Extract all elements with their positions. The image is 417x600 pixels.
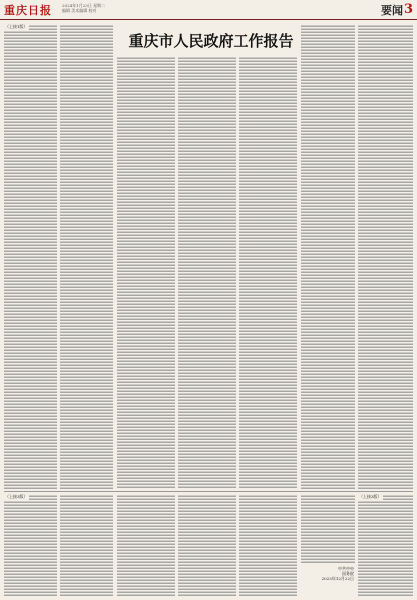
bottom-column-2: [60, 494, 113, 596]
bottom-column-6: [301, 494, 355, 564]
bottom-column-7: [358, 494, 413, 596]
continuation-top-left: （上接1版）: [5, 24, 28, 29]
headline: 重庆市人民政府工作报告: [128, 32, 294, 50]
bottom-column-5: [239, 494, 297, 596]
signature-block: [316, 566, 354, 581]
newspaper-logo: 重庆日报: [4, 4, 52, 17]
date-line-2: 编辑 美术编辑 校对: [62, 8, 97, 13]
date-line-1: 2024年1月23日 星期二: [62, 3, 106, 8]
signature-date: 2023年12月22日: [321, 576, 354, 581]
body-column-5: [239, 56, 297, 489]
continuation-bottom-right: （上接3版）: [359, 494, 382, 499]
bottom-column-4: [178, 494, 236, 596]
bottom-column-1: [4, 494, 57, 596]
body-column-2: [60, 24, 113, 489]
signature-org: 中共中央: [338, 566, 354, 571]
body-column-4: [178, 56, 236, 489]
fold-rule: [4, 491, 413, 492]
body-column-6: [301, 24, 355, 489]
section-label: 要闻: [381, 4, 403, 17]
body-column-7: [358, 24, 413, 489]
masthead: [0, 0, 417, 20]
body-column-3: [117, 56, 175, 489]
continuation-bottom-left: （上接3版）: [5, 494, 28, 499]
signature-org2: 国务院: [342, 571, 354, 576]
bottom-column-3: [117, 494, 175, 596]
body-column-1: [4, 24, 57, 489]
section-number: 3: [403, 2, 413, 17]
date-line: [62, 3, 122, 13]
